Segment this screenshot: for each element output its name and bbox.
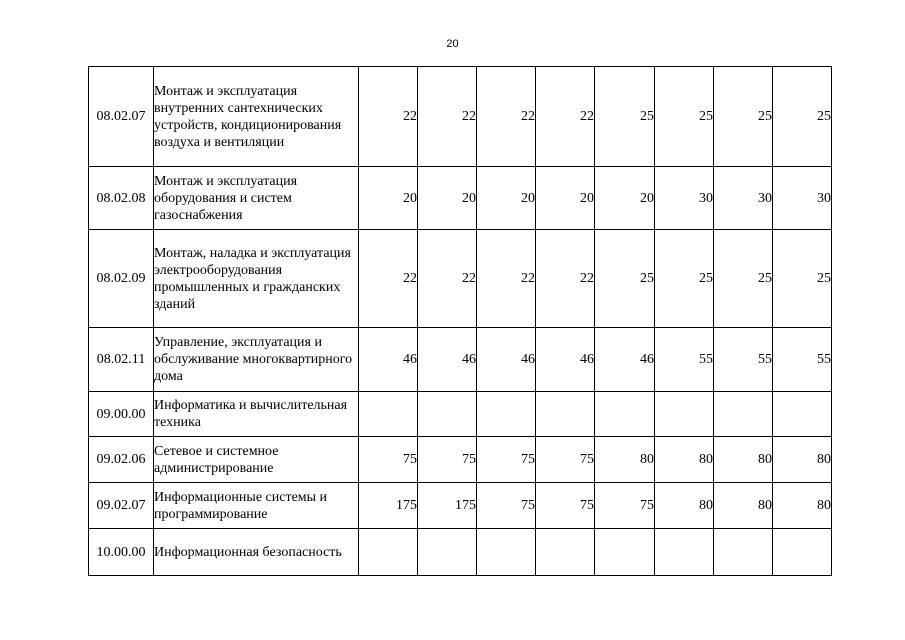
row-value: 22 — [359, 230, 418, 328]
row-code: 08.02.11 — [89, 328, 154, 392]
table-row — [89, 437, 832, 483]
row-value — [655, 392, 714, 437]
row-code: 09.00.00 — [89, 392, 154, 437]
row-value — [714, 392, 773, 437]
row-value: 25 — [773, 230, 832, 328]
row-value: 22 — [477, 67, 536, 167]
row-value: 75 — [536, 437, 595, 483]
row-value — [477, 392, 536, 437]
row-value: 46 — [477, 328, 536, 392]
row-value: 75 — [477, 437, 536, 483]
row-name: Информационные системы и программирование — [154, 483, 359, 529]
row-value: 25 — [714, 67, 773, 167]
row-value — [536, 392, 595, 437]
row-name: Монтаж и эксплуатация внутренних сантехнических устройств, кондиционирования воздуха и вентиляции — [154, 67, 359, 167]
row-value: 22 — [359, 67, 418, 167]
table-row — [89, 529, 832, 576]
data-table — [88, 66, 832, 576]
table-row — [89, 328, 832, 392]
row-code: 09.02.07 — [89, 483, 154, 529]
row-value: 80 — [655, 483, 714, 529]
row-value: 75 — [359, 437, 418, 483]
row-code: 09.02.06 — [89, 437, 154, 483]
table-row — [89, 167, 832, 230]
row-value: 55 — [655, 328, 714, 392]
table-row — [89, 483, 832, 529]
row-value — [773, 392, 832, 437]
row-value: 22 — [536, 67, 595, 167]
row-value: 80 — [714, 437, 773, 483]
row-value: 55 — [773, 328, 832, 392]
row-value: 80 — [595, 437, 655, 483]
row-value: 46 — [536, 328, 595, 392]
row-value: 25 — [655, 230, 714, 328]
page-number: 20 — [446, 38, 459, 50]
row-name: Монтаж и эксплуатация оборудования и систем газоснабжения — [154, 167, 359, 230]
row-code: 08.02.09 — [89, 230, 154, 328]
row-value — [595, 529, 655, 576]
row-code: 08.02.07 — [89, 67, 154, 167]
row-value: 75 — [536, 483, 595, 529]
row-name: Сетевое и системное администрирование — [154, 437, 359, 483]
row-value: 22 — [418, 230, 477, 328]
row-value — [418, 392, 477, 437]
row-value: 175 — [359, 483, 418, 529]
row-value: 22 — [477, 230, 536, 328]
row-value: 20 — [536, 167, 595, 230]
table-row — [89, 230, 832, 328]
row-code: 10.00.00 — [89, 529, 154, 576]
row-value: 175 — [418, 483, 477, 529]
row-value: 46 — [359, 328, 418, 392]
row-value: 25 — [655, 67, 714, 167]
row-value: 20 — [477, 167, 536, 230]
table-row — [89, 67, 832, 167]
row-value: 20 — [595, 167, 655, 230]
row-value: 22 — [418, 67, 477, 167]
row-value: 80 — [773, 437, 832, 483]
row-code: 08.02.08 — [89, 167, 154, 230]
row-value: 30 — [773, 167, 832, 230]
table-row — [89, 392, 832, 437]
row-value — [714, 529, 773, 576]
row-value — [536, 529, 595, 576]
row-value: 25 — [595, 230, 655, 328]
row-value: 25 — [773, 67, 832, 167]
row-value: 55 — [714, 328, 773, 392]
row-value: 80 — [655, 437, 714, 483]
row-value: 75 — [595, 483, 655, 529]
row-value — [595, 392, 655, 437]
row-value: 30 — [714, 167, 773, 230]
row-value: 25 — [714, 230, 773, 328]
row-name: Информационная безопасность — [154, 529, 359, 576]
row-name: Монтаж, наладка и эксплуатация электрооборудования промышленных и гражданских зданий — [154, 230, 359, 328]
row-value: 46 — [418, 328, 477, 392]
row-value — [418, 529, 477, 576]
row-name: Информатика и вычислительная техника — [154, 392, 359, 437]
row-name: Управление, эксплуатация и обслуживание многоквартирного дома — [154, 328, 359, 392]
row-value: 20 — [418, 167, 477, 230]
table-body — [89, 67, 832, 576]
row-value: 80 — [714, 483, 773, 529]
row-value: 80 — [773, 483, 832, 529]
row-value: 75 — [477, 483, 536, 529]
row-value — [359, 529, 418, 576]
row-value — [655, 529, 714, 576]
row-value: 46 — [595, 328, 655, 392]
row-value: 22 — [536, 230, 595, 328]
row-value — [773, 529, 832, 576]
row-value: 30 — [655, 167, 714, 230]
row-value: 75 — [418, 437, 477, 483]
row-value — [359, 392, 418, 437]
row-value: 25 — [595, 67, 655, 167]
row-value: 20 — [359, 167, 418, 230]
row-value — [477, 529, 536, 576]
